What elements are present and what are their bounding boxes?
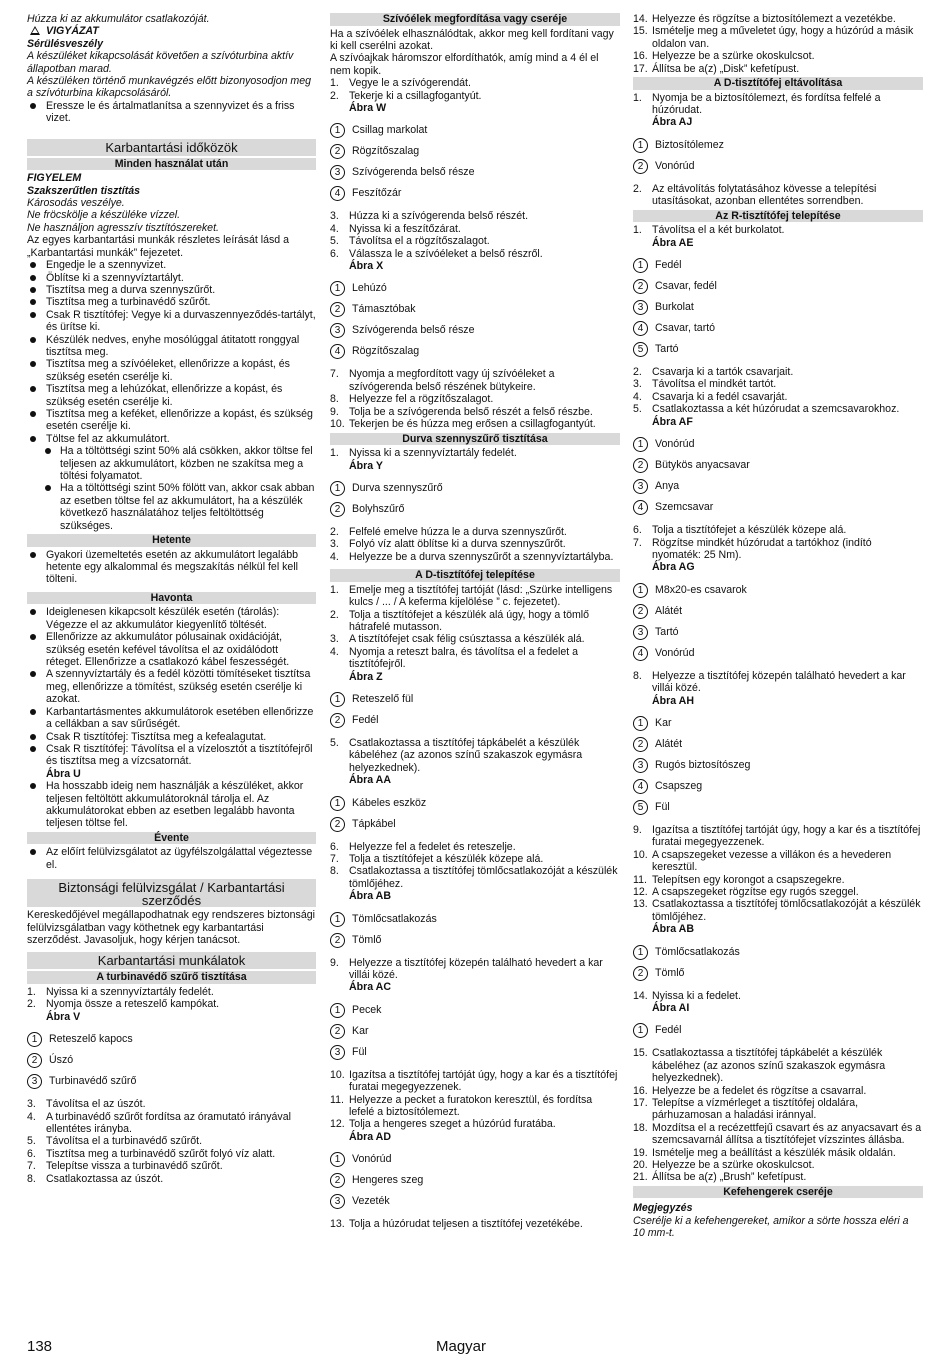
- number-circle-icon: 3: [27, 1074, 42, 1089]
- legend-item: 1 Kábeles eszköz: [330, 793, 620, 814]
- step-item: 12. A csapszegeket rögzítse egy rugós szeggel.: [633, 885, 859, 898]
- caution-title: Sérülésveszély: [27, 37, 103, 50]
- subsection-heading: A D-tisztítófej eltávolítása: [633, 77, 923, 90]
- disconnect-note: Húzza ki az akkumulátor csatlakozóját.: [27, 13, 210, 25]
- legend-item: 3 Szívógerenda belső része: [330, 320, 620, 341]
- step-item: 11. Telepítsen egy korongot a csapszegekre.: [633, 873, 845, 886]
- column-2: [330, 13, 620, 1231]
- section-heading: Karbantartási munkálatok: [27, 952, 316, 969]
- legend-item: 2 Csavar, fedél: [633, 276, 923, 297]
- number-circle-icon: 2: [330, 502, 345, 517]
- column-1: [27, 13, 316, 1185]
- figure-legend: [633, 580, 923, 664]
- step-item: 8. Csatlakoztassa az úszót.: [27, 1172, 164, 1185]
- paragraph: A szívóajkak háromszor elfordíthatók, amíg mind a 4 él el nem kopik.: [330, 52, 599, 77]
- warning-triangle-icon: [30, 26, 40, 35]
- legend-item: 3 Szívógerenda belső része: [330, 162, 620, 183]
- number-circle-icon: 1: [330, 1152, 345, 1167]
- step-item: 1. Nyissa ki a szennyvíztartály fedelét.: [27, 985, 214, 998]
- step-item: 14. Helyezze és rögzítse a biztosítólemezt a vezetékbe.: [633, 13, 896, 25]
- step-item: 7. Tolja a tisztítófejet a készülék közepe alá.: [330, 853, 544, 865]
- list-item: Eressze le és ártalmatlanítsa a szennyvizet és a friss vizet.: [27, 100, 316, 125]
- figure-legend: [330, 1000, 620, 1063]
- legend-item: 4 Vonórúd: [633, 643, 923, 664]
- number-circle-icon: 2: [633, 737, 648, 752]
- step-item: 5. Távolítsa el a rögzítőszalagot.: [330, 235, 490, 248]
- list-item: Az előírt felülvizsgálatot az ügyfélszolgálattal végeztesse el.: [27, 846, 316, 871]
- step-item: 8. Csatlakoztassa a tisztítófej tömlőcsatlakozóját a készülék tömlőjéhez.: [330, 865, 618, 890]
- step-item: 4. A turbinavédő szűrőt fordítsa az óramutató irányával ellentétes irányba.: [27, 1110, 291, 1135]
- step-item: 7. Nyomja a megfordított vagy új szívóéleket a szívógerenda belső részének bütykeire.: [330, 368, 555, 393]
- number-circle-icon: 2: [633, 279, 648, 294]
- figure-legend: [633, 135, 923, 177]
- notice-label: FIGYELEM: [27, 172, 82, 185]
- step-item: 17. Telepítse a vízmérleget a tisztítófej oldalára, párhuzamosan a haladási iránnyal.: [633, 1097, 859, 1122]
- section-heading: Karbantartási időközök: [27, 139, 316, 156]
- figure-reference: Ábra AB: [652, 923, 694, 936]
- figure-reference: Ábra AJ: [652, 116, 693, 129]
- caution-label: VIGYÁZAT: [27, 25, 316, 37]
- number-circle-icon: 4: [633, 779, 648, 794]
- legend-item: 1 Fedél: [633, 255, 923, 276]
- legend-item: 4 Feszítőzár: [330, 183, 620, 204]
- step-item: 2. Felfelé emelve húzza le a durva szennyszűrőt.: [330, 525, 567, 538]
- step-item: 3. Folyó víz alatt öblítse ki a durva szennyszűrőt.: [330, 538, 566, 551]
- number-circle-icon: 4: [633, 646, 648, 661]
- step-item: 3. A tisztítófejet csak félig csúsztassa a készülék alá.: [330, 633, 585, 646]
- step-item: 10. A csapszegeket vezesse a villákon és a hevederen keresztül.: [633, 848, 892, 874]
- figure-reference: Ábra AH: [652, 694, 694, 707]
- step-item: 3. Távolítsa el mindkét tartót.: [633, 378, 777, 391]
- legend-item: 2 Hengeres szeg: [330, 1170, 620, 1191]
- legend-item: 1 Fedél: [633, 1020, 923, 1041]
- number-circle-icon: 2: [633, 458, 648, 473]
- number-circle-icon: 3: [330, 1194, 345, 1209]
- figure-reference: Ábra U: [46, 767, 81, 780]
- step-item: 10. Igazítsa a tisztítófej tartóját úgy, hogy a kar és a tisztítófej furatai megegyezzenek.: [330, 1068, 618, 1094]
- number-circle-icon: 1: [330, 912, 345, 927]
- number-circle-icon: 1: [633, 1023, 648, 1038]
- step-item: 6. Tisztítsa meg a turbinavédő szűrőt folyó víz alatt.: [27, 1147, 276, 1160]
- list-item: Öblítse ki a szennyvíztartályt.: [27, 272, 316, 284]
- legend-item: 2 Vonórúd: [633, 156, 923, 177]
- step-item: 7. Telepítse vissza a turbinavédő szűrőt.: [27, 1160, 223, 1173]
- step-item: 13. Tolja a húzórudat teljesen a tisztítófej vezetékébe.: [330, 1218, 583, 1231]
- subsection-heading: Az R-tisztítófej telepítése: [633, 210, 923, 223]
- step-item: 2. Nyomja össze a reteszelő kampókat.: [27, 998, 220, 1011]
- subsection-heading: Havonta: [27, 592, 316, 605]
- page-number: 138: [27, 1338, 53, 1355]
- number-circle-icon: 1: [633, 437, 648, 452]
- list-item: Engedje le a szennyvizet.: [27, 259, 316, 271]
- list-item: Tisztítsa meg a durva szennyszűrőt.: [27, 284, 316, 296]
- legend-item: 1 Tömlőcsatlakozás: [330, 909, 620, 930]
- step-item: 3. Távolítsa el az úszót.: [27, 1098, 146, 1111]
- figure-legend: [330, 793, 620, 835]
- legend-item: 3 Rugós biztosítószeg: [633, 755, 923, 776]
- legend-item: 1 Biztosítólemez: [633, 135, 923, 156]
- number-circle-icon: 1: [330, 692, 345, 707]
- legend-item: 2 Tömlő: [330, 930, 620, 951]
- list-item: Tisztítsa meg a szívóéleket, ellenőrizze a kopást, és szükség esetén cserélje ki.: [27, 358, 316, 383]
- notice-line: Károsodás veszélye.: [27, 197, 125, 210]
- number-circle-icon: 1: [330, 281, 345, 296]
- number-circle-icon: 2: [330, 713, 345, 728]
- legend-item: 2 Fedél: [330, 710, 620, 731]
- number-circle-icon: 2: [330, 933, 345, 948]
- section-heading: Biztonsági felülvizsgálat / Karbantartási szerződés: [27, 879, 316, 907]
- number-circle-icon: 4: [330, 344, 345, 359]
- subsection-heading: Durva szennyszűrő tisztítása: [330, 433, 620, 446]
- step-item: 5. Csatlakoztassa a tisztítófej tápkábelét a készülék kábeléhez (az azonos színű szakaszok egymásra helyezkednek).: [330, 736, 583, 774]
- number-circle-icon: 3: [633, 625, 648, 640]
- legend-item: 1 M8x20-es csavarok: [633, 580, 923, 601]
- legend-item: 1 Reteszelő kapocs: [27, 1029, 316, 1050]
- figure-reference: Ábra W: [349, 102, 387, 115]
- number-circle-icon: 4: [633, 500, 648, 515]
- step-item: 1. Emelje meg a tisztítófej tartóját (lásd: „Szürke intelligens kulcs / ... / A keferma kijelölése ” c. fejezetet).: [330, 583, 613, 609]
- list-item: Tisztítsa meg a keféket, ellenőrizze a kopást, és szükség esetén cserélje ki.: [27, 408, 316, 433]
- step-item: 21. Állítsa be a(z) „Brush” kefetípust.: [633, 1171, 807, 1184]
- notice-line: Ne fröcskölje a készüléke vízzel.: [27, 209, 181, 222]
- subsection-heading: Szívóélek megfordítása vagy cseréje: [330, 13, 620, 26]
- step-item: 18. Mozdítsa el a recézettfejű csavart és az anyacsavart és a szemcsavarnál állítsa a tisztítófejet vízszintes állásba.: [633, 1121, 922, 1147]
- number-circle-icon: 5: [633, 800, 648, 815]
- subsection-heading: Évente: [27, 832, 316, 845]
- legend-item: 5 Fül: [633, 797, 923, 818]
- legend-item: 1 Csillag markolat: [330, 120, 620, 141]
- footer-language: Magyar: [436, 1338, 487, 1355]
- step-item: 10. Tekerjen be és húzza meg erősen a csillagfogantyút.: [330, 418, 596, 431]
- step-item: 6. Tolja a tisztítófejet a készülék közepe alá.: [633, 524, 847, 537]
- step-item: 14. Nyissa ki a fedelet.: [633, 989, 741, 1002]
- legend-item: 1 Lehúzó: [330, 278, 620, 299]
- step-item: 19. Ismételje meg a beállítást a készülék másik oldalán.: [633, 1146, 896, 1159]
- number-circle-icon: 3: [330, 1045, 345, 1060]
- number-circle-icon: 1: [633, 138, 648, 153]
- legend-item: 2 Bolyhszűrő: [330, 499, 620, 520]
- step-item: 5. Csatlakoztassa a két húzórudat a szemcsavarokhoz.: [633, 403, 900, 416]
- legend-item: 2 Alátét: [633, 734, 923, 755]
- step-item: 12. Tolja a hengeres szeget a húzórúd furatába.: [330, 1118, 556, 1131]
- step-item: 6. Válassza le a szívóéleket a belső részről.: [330, 247, 543, 260]
- figure-legend: [633, 434, 923, 518]
- number-circle-icon: 3: [633, 300, 648, 315]
- caution-line: A készüléket kikapcsolását követően a szívóturbina aktív állapotban marad.: [27, 50, 294, 75]
- legend-item: 3 Turbinavédő szűrő: [27, 1071, 316, 1092]
- number-circle-icon: 3: [633, 479, 648, 494]
- legend-item: 2 Kar: [330, 1021, 620, 1042]
- legend-item: 3 Vezeték: [330, 1191, 620, 1212]
- legend-item: 2 Rögzítőszalag: [330, 141, 620, 162]
- figure-reference: Ábra AD: [349, 1130, 391, 1143]
- legend-item: 2 Tömlő: [633, 963, 923, 984]
- number-circle-icon: 1: [330, 123, 345, 138]
- step-item: 13. Csatlakoztassa a tisztítófej tömlőcsatlakozóját a készülék tömlőjéhez.: [633, 898, 921, 923]
- list-item: Készülék nedves, enyhe mosólúggal átitatott ronggyal tisztítsa meg.: [27, 334, 316, 359]
- column-3: [633, 13, 923, 1240]
- legend-item: 2 Tápkábel: [330, 814, 620, 835]
- legend-item: 1 Durva szennyszűrő: [330, 478, 620, 499]
- step-item: 1. Távolítsa el a két burkolatot.: [633, 224, 785, 237]
- number-circle-icon: 1: [330, 481, 345, 496]
- figure-reference: Ábra Z: [349, 670, 383, 683]
- number-circle-icon: 1: [330, 1003, 345, 1018]
- number-circle-icon: 5: [633, 342, 648, 357]
- subsection-heading: Hetente: [27, 534, 316, 547]
- legend-item: 4 Csavar, tartó: [633, 318, 923, 339]
- legend-item: 1 Pecek: [330, 1000, 620, 1021]
- legend-item: 3 Fül: [330, 1042, 620, 1063]
- number-circle-icon: 1: [633, 945, 648, 960]
- step-item: 16. Helyezze be a szürke okoskulcsot.: [633, 50, 815, 63]
- number-circle-icon: 1: [633, 258, 648, 273]
- legend-item: 2 Támasztóbak: [330, 299, 620, 320]
- list-item: Csak R tisztítófej: Tisztítsa meg a kefealagutat.: [27, 731, 316, 743]
- legend-item: 1 Vonórúd: [633, 434, 923, 455]
- step-item: 9. Tolja be a szívógerenda belső részét a felső részbe.: [330, 405, 593, 418]
- figure-legend: [330, 278, 620, 362]
- step-item: 4. Nyissa ki a feszítőzárat.: [330, 222, 461, 235]
- figure-legend: [330, 689, 620, 731]
- step-item: 17. Állítsa be a(z) „Disk” kefetípust.: [633, 62, 800, 75]
- step-item: 1. Vegye le a szívógerendát.: [330, 77, 471, 90]
- step-item: 3. Húzza ki a szívógerenda belső részét.: [330, 210, 529, 223]
- figure-reference: Ábra X: [349, 260, 384, 273]
- list-item: Gyakori üzemeltetés esetén az akkumulátort legalább hetente egy alkalommal és megszakítás nélkül fel kell tölteni.: [27, 549, 316, 586]
- step-item: 20. Helyezze be a szürke okoskulcsot.: [633, 1159, 815, 1172]
- list-item: Ellenőrizze az akkumulátor pólusainak oxidációját, szükség esetén kefével távolítsa el az oxidálódott réteget. Ellenőrizze a csatlakozó kábel feszességét.: [27, 631, 316, 668]
- figure-legend: [330, 1149, 620, 1212]
- list-item: Tisztítsa meg a turbinavédő szűrőt.: [27, 296, 316, 308]
- list-item: Csak R tisztítófej: Távolítsa el a vízelosztót a tisztítófejről és tisztítsa meg a vízcsatornát.: [27, 743, 316, 768]
- list-item: Ha hosszabb ideig nem használják a készüléket, akkor teljesen feltöltött akkumulátoroknál tárolja el. Az akkumulátorokat ebben az esetben legalább havonta teljesen töltse fel.: [27, 780, 316, 830]
- figure-legend: [330, 120, 620, 204]
- list-item: A szennyvíztartály és a fedél közötti tömítéseket tisztítsa meg, ellenőrizze a tömítést, szükség esetén cserélje ki azokat.: [27, 668, 316, 705]
- figure-legend: [330, 909, 620, 951]
- number-circle-icon: 2: [633, 159, 648, 174]
- number-circle-icon: 3: [330, 165, 345, 180]
- step-item: 7. Rögzítse mindkét húzórudat a tartókhoz (indító nyomaték: 25 Nm).: [633, 536, 872, 561]
- step-item: 6. Helyezze fel a fedelet és reteszelje.: [330, 840, 516, 853]
- legend-item: 2 Alátét: [633, 601, 923, 622]
- notice-line: Ne használjon agresszív tisztítószereket.: [27, 221, 219, 234]
- step-item: 8. Helyezze fel a rögzítőszalagot.: [330, 393, 494, 406]
- number-circle-icon: 1: [633, 583, 648, 598]
- step-item: 2. Tolja a tisztítófejet a készülék alá úgy, hogy a tömlő hátrafelé mutasson.: [330, 608, 590, 633]
- subsection-heading: Minden használat után: [27, 158, 316, 171]
- number-circle-icon: 1: [330, 796, 345, 811]
- step-item: 2. Az eltávolítás folytatásához kövesse a telepítési utasításokat, azonban ellentétes sorrendben.: [633, 182, 877, 208]
- step-item: 1. Nyomja be a biztosítólemezt, és fordítsa felfelé a húzórudat.: [633, 91, 881, 117]
- legend-item: 5 Tartó: [633, 339, 923, 360]
- list-item: Töltse fel az akkumulátort.: [27, 433, 316, 445]
- figure-legend: [633, 1020, 923, 1041]
- subsection-heading: A turbinavédő szűrő tisztítása: [27, 971, 316, 984]
- figure-reference: Ábra V: [46, 1010, 81, 1023]
- paragraph: Kereskedőjével megállapodhatnak egy rendszeres biztonsági felülvizsgálatban vagy köthetnek egy karbantartási szerződést. Javasoljuk, hogy kérjen tanácsot.: [27, 909, 315, 946]
- subsection-heading: Kefehengerek cseréje: [633, 1186, 923, 1199]
- step-item: 11. Helyezze a pecket a furatokon keresztül, és fordítsa lefelé a biztosítólemezt.: [330, 1093, 593, 1119]
- step-item: 4. Csavarja ki a fedél csavarját.: [633, 390, 788, 403]
- legend-item: 3 Burkolat: [633, 297, 923, 318]
- note-text: Cserélje ki a kefehengereket, amikor a sörte hossza eléri a 10 mm-t.: [633, 1214, 909, 1240]
- figure-reference: Ábra AA: [349, 774, 391, 787]
- legend-item: 3 Anya: [633, 476, 923, 497]
- step-item: 2. Tekerje ki a csillagfogantyút.: [330, 89, 482, 102]
- list-item: Tisztítsa meg a lehúzókat, ellenőrizze a kopást, és szükség esetén cserélje ki.: [27, 383, 316, 408]
- legend-item: 1 Vonórúd: [330, 1149, 620, 1170]
- legend-item: 1 Kar: [633, 713, 923, 734]
- figure-legend: [330, 478, 620, 520]
- legend-item: 4 Rögzítőszalag: [330, 341, 620, 362]
- number-circle-icon: 2: [330, 302, 345, 317]
- legend-item: 1 Tömlőcsatlakozás: [633, 942, 923, 963]
- number-circle-icon: 1: [27, 1032, 42, 1047]
- figure-reference: Ábra AI: [652, 1002, 690, 1014]
- list-item: Csak R tisztítófej: Vegye ki a durvaszennyeződés-tartályt, és ürítse ki.: [27, 309, 316, 334]
- caution-line: A készüléken történő munkavégzés előtt bizonyosodjon meg a szívóturbina kikapcsolásáról.: [27, 75, 312, 100]
- paragraph: Ha a szívóélek elhasználódtak, akkor meg kell fordítani vagy ki kell cserélni azokat.: [330, 27, 614, 52]
- list-item: Karbantartásmentes akkumulátorok esetében ellenőrizze a cellákban a sav sűrűségét.: [27, 706, 316, 731]
- figure-reference: Ábra AF: [652, 415, 693, 428]
- legend-item: 4 Szemcsavar: [633, 497, 923, 518]
- sub-list-item: Ha a töltöttségi szint 50% alá csökken, akkor töltse fel teljesen az akkumulátort, közben ne szakítsa meg a töltési folyamatot.: [27, 445, 316, 482]
- step-item: 8. Helyezze a tisztítófej közepén található hevedert a kar villái közé.: [633, 669, 906, 695]
- number-circle-icon: 2: [330, 1024, 345, 1039]
- figure-reference: Ábra Y: [349, 459, 383, 472]
- figure-reference: Ábra AE: [652, 236, 694, 249]
- number-circle-icon: 4: [330, 186, 345, 201]
- step-item: 1. Nyissa ki a szennyvíztartály fedelét.: [330, 447, 517, 460]
- notice-title: Szakszerűtlen tisztítás: [27, 184, 141, 197]
- number-circle-icon: 2: [27, 1053, 42, 1068]
- number-circle-icon: 2: [330, 144, 345, 159]
- number-circle-icon: 2: [633, 966, 648, 981]
- figure-legend: [633, 713, 923, 818]
- step-item: 15. Ismételje meg a műveletet úgy, hogy a húzórúd a másik oldalon van.: [633, 25, 914, 50]
- figure-legend: [27, 1029, 316, 1092]
- number-circle-icon: 4: [633, 321, 648, 336]
- paragraph: Az egyes karbantartási munkák részletes leírását lásd a „Karbantartási munkák” fejezetet.: [27, 234, 290, 259]
- legend-item: 2 Bütykös anyacsavar: [633, 455, 923, 476]
- number-circle-icon: 2: [633, 604, 648, 619]
- legend-item: 3 Tartó: [633, 622, 923, 643]
- number-circle-icon: 2: [330, 817, 345, 832]
- step-item: 4. Helyezze be a durva szennyszűrőt a szennyvíztartályba.: [330, 550, 614, 563]
- number-circle-icon: 2: [330, 1173, 345, 1188]
- step-item: 15. Csatlakoztassa a tisztítófej tápkábelét a készülék kábeléhez (az azonos színű szakaszok egymásra helyezkednek).: [633, 1047, 886, 1085]
- step-item: 9. Helyezze a tisztítófej közepén található hevedert a kar villái közé.: [330, 956, 603, 982]
- figure-legend: [633, 942, 923, 984]
- figure-reference: Ábra AB: [349, 890, 391, 903]
- figure-legend: [633, 255, 923, 360]
- subsection-heading: A D-tisztítófej telepítése: [330, 569, 620, 582]
- step-item: 2. Csavarja ki a tartók csavarjait.: [633, 366, 794, 379]
- sub-list-item: Ha a töltöttségi szint 50% fölött van, akkor csak abban az esetben töltse fel az akkumulátort, ha a készülék következő használatához teljes feltöltöttség szükséges.: [27, 482, 316, 532]
- legend-item: 4 Csapszeg: [633, 776, 923, 797]
- note-title: Megjegyzés: [633, 1202, 693, 1215]
- number-circle-icon: 1: [633, 716, 648, 731]
- number-circle-icon: 3: [633, 758, 648, 773]
- step-item: 4. Nyomja a reteszt balra, és távolítsa el a fedelet a tisztítófejről.: [330, 645, 579, 671]
- list-item: Ideiglenesen kikapcsolt készülék esetén (tárolás): Végezze el az akkumulátor kiegyenlítő töltését.: [27, 606, 316, 631]
- step-item: 16. Helyezze be a fedelet és rögzítse a csavarral.: [633, 1084, 867, 1097]
- step-item: 9. Igazítsa a tisztítófej tartóját úgy, hogy a kar és a tisztítófej furatai megegyezzenek.: [633, 823, 921, 849]
- figure-reference: Ábra AG: [652, 561, 695, 574]
- number-circle-icon: 3: [330, 323, 345, 338]
- step-item: 5. Távolítsa el a turbinavédő szűrőt.: [27, 1135, 203, 1148]
- legend-item: 1 Reteszelő fül: [330, 689, 620, 710]
- legend-item: 2 Úszó: [27, 1050, 316, 1071]
- figure-reference: Ábra AC: [349, 981, 391, 994]
